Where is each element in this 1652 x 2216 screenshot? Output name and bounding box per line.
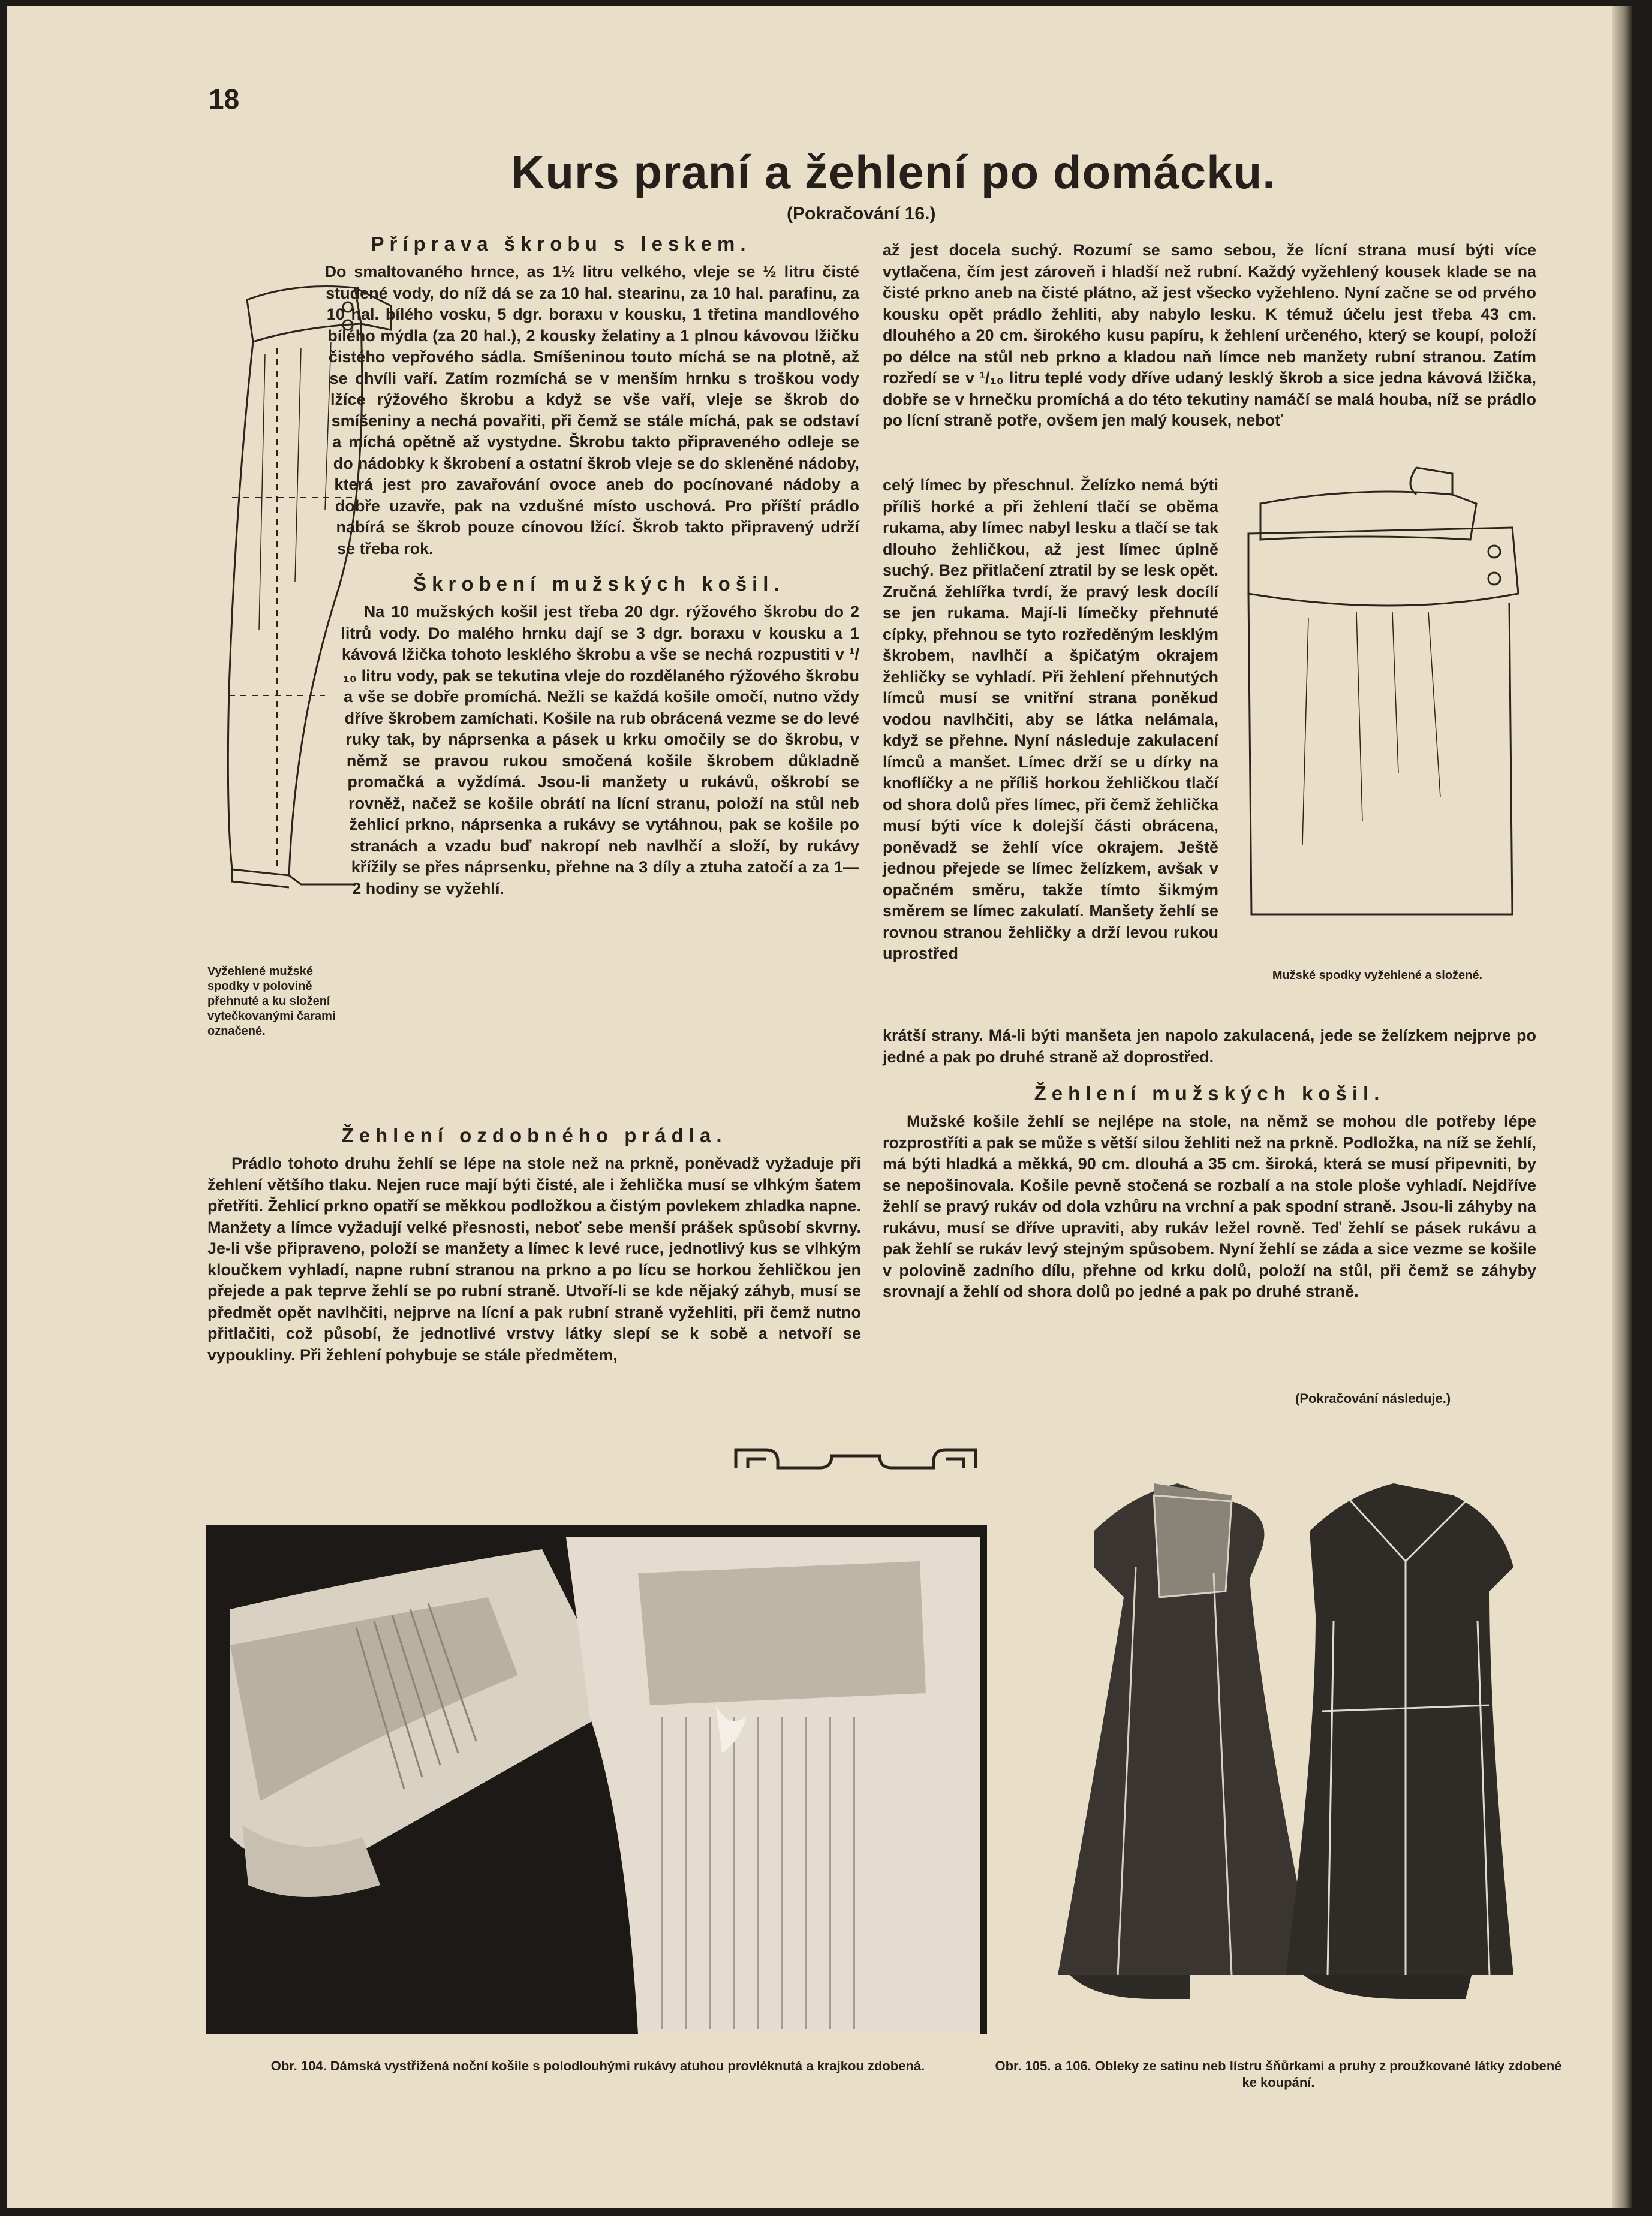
paragraph-cuff-rounding: krátší strany. Má-li býti manšeta jen napolo zakulacená, jede se želízkem nejprve po jedné a pak po druhé straně až doprostřed. [883, 1026, 1536, 1066]
paragraph-continuation: až jest docela suchý. Rozumí se samo sebou, že lícní strana musí býti více vytlačena, čím jest zároveň i hladší než rubní. Každý vyžehlený kousek klade se na čisté prkno aneb na čisté plátno, až jest všecko vyžehleno. Nyní začne se od prvého kousku opět prádlo žehliti, aby nabylo lesku. K témuž účelu jest třeba 43 cm. dlouhého a 20 cm. širokého kusu papíru, k žehlení určeného, který se koupí, položí po délce na stůl neb prkno a kladou naň límce neb manžety rubní stranou. Zatím rozředí se v ¹/₁₀ litru teplé vody dříve udaný lesklý škrob a sice jedna kávová lžička, dobře se v hrnečku promíchá a do této tekutiny namáčí se malá houba, níž se prádlo po lícní straně potře, ovšem jen malý kousek, neboť [883, 241, 1536, 429]
nightgown-image [206, 1525, 987, 2034]
magazine-page [7, 6, 1632, 2208]
section-heading-decorative-linen: Žehlení ozdobného prádla. [341, 1124, 727, 1146]
left-column-bottom [207, 1124, 861, 1366]
left-illustration-caption: Vyžehlené mužské spodky v polovině přehnuté a ku složení vytečkovanými čarami označené. [207, 965, 336, 1038]
article-subtitle: (Pokračování 16.) [787, 204, 936, 224]
decorative-ornament [730, 1438, 982, 1480]
underpants-folded-illustration [1236, 462, 1542, 929]
nightgown-caption: Obr. 104. Dámská vystřižená noční košile s polodlouhými rukávy atuhou provléknutá a krajkou zdobená. [270, 2058, 925, 2073]
left-column-top [263, 233, 859, 1179]
bathing-suits-illustration [1034, 1459, 1531, 2035]
bathing-suits-image [1034, 1459, 1531, 2035]
bathing-suits-caption: Obr. 105. a 106. Obleky ze satinu neb lístru šňůrkami a pruhy z proužkované látky zdobené ke koupání. [995, 2058, 1562, 2090]
paragraph-shirt-starching: Na 10 mužských košil jest třeba 20 dgr. rýžového škrobu do 2 litrů vody. Do malého hrnku dají se 3 dgr. boraxu v kousku a 1 kávová lžička tohoto lesklého škrobu a vše se nechá rozpustiti v ¹/₁₀ litru vody, pak se tekutina vleje do rozdělaného rýžového škrobu a vše se dobře promíchá. Nežli se každá košile omočí, nutno vždy dříve škrobem zamíchati. Košile na rub obrácená vezme se do levé ruky tak, by náprsenka a pásek u krku omočily se do škrobu, v němž se pravou rukou smočená košile škrobem důkladně promačká a vyždímá. Jsou-li manžety u rukávů, oškrobí se rovněž, načež se košile obrátí na lícní stranu, položí na stůl neb žehlicí prkno, náprsenka a rukávy se vytáhnou, pak se košile po stranách a vzadu buď nakropí neb navlhčí a složí, by rukávy křížily se přes náprsenku, přehne na 3 díly a ztuha zatočí a za 1—2 hodiny se vyžehlí. [341, 603, 859, 898]
right-column-middle [883, 475, 1218, 965]
paragraph-starch: Do smaltovaného hrnce, as 1½ litru velkého, vleje se ½ litru čisté studené vody, do níž dá se za 10 hal. stearinu, za 10 hal. parafinu, za 10 hal. bílého vosku, 5 dgr. boraxu v kousku, 1 třetina mandlového bílého mýdla (za 20 hal.), 2 kousky želatiny a 1 plnou kávovou lžičku čistého vepřového sádla. Smíšeninou touto míchá se na plotně, až se chvíli vaří. Zatím rozmíchá se v menším hrnku s troškou vody lžíce rýžového škrobu a když se vše vaří, vleje se škrob do smíšeniny a nechá povařiti, při čemž se stále míchá, pak se odstaví a míchá opětně až vystydne. Škrobu takto připraveného odleje se do nádobky k škrobení a ostatní škrob vleje se do skleněné nádoby, která jest pro zavařování ovoce aneb do pocínované nádoby a dobře uzavře, pak na vzdušné místo uschová. Pro příští prádlo nabírá se škrob pouze cínovou lžící. Škrob takto připravený udrží se třeba rok. [324, 263, 859, 558]
section-heading-ironing-shirts: Žehlení mužských košil. [1034, 1082, 1385, 1104]
right-column-bottom [883, 1025, 1536, 1303]
article-title: Kurs praní a žehlení po domácku. [511, 146, 1276, 198]
paragraph-ironing-shirts: Mužské košile žehlí se nejlépe na stole, na němž se mohou dle potřeby lépe rozprostříti a pak se může s větší silou žehliti než na prkně. Podložka, na níž se žehlí, má býti hladká a měkká, 90 cm. dlouhá a 35 cm. široká, která se musí připevniti, by se nepošinovala. Košile pevně stočená se rozbalí a na stole ploše vyhladí. Nejdříve žehlí se pravý rukáv od dola vzhůru na vrchní a pak spodní straně. Jsou-li záhyby na rukávu, musí se dříve upraviti, aby rukáv ležel rovně. Teď žehlí se pásek rukávu a pak žehlí se rukáv levý stejným spůsobem. Nyní žehlí se záda a sice vezme se košile v polovině zadního dílu, přehne od krku dolů, položí na stůl, při čemž se záhyby srovnají a žehlí od shora dolů po jedné a pak po druhé straně. [883, 1112, 1536, 1300]
right-illustration-caption: Mužské spodky vyžehlené a složené. [1272, 969, 1483, 982]
section-heading-shirt-starching: Škrobení mužských košil. [413, 573, 785, 595]
right-column-top [883, 240, 1536, 432]
paragraph-decorative-linen: Prádlo tohoto druhu žehlí se lépe na stole než na prkně, poněvadž vyžaduje při žehlení většího tlaku. Nejen ruce mají býti čisté, ale i žehlička musí se vlhkým šatem přetříti. Žehlicí prkno opatří se měkkou podložkou a čistým povlekem zhladka napne. Manžety a límce vyžadují velké přesnosti, neboť sebe menší prášek spůsobí skvrny. Je-li vše připraveno, položí se manžety a límec k levé ruce, jednotlivý kus se vlhkým kloučkem vyhladí, napne rubní stranou na prkno a po lícu se horkou žehličkou jen přejede a pak teprve žehlí se po rubní straně. Utvoří-li se kde nějaký záhyb, musí se předmět opět navlhčiti, nejprve na lícní a pak rubní straně vyžehliti, při čemž nutno přitlačiti, což působí, že jednotlivé vrstvy látky slepí se k sobě a netvoří se vypoukliny. Při žehlení pohybuje se stále předmětem, [207, 1154, 861, 1364]
page-spine-shadow [1612, 6, 1632, 2208]
section-heading-starch: Příprava škrobu s leskem. [371, 233, 751, 255]
nightgown-photo [206, 1525, 987, 2034]
page-number: 18 [209, 83, 240, 115]
paragraph-collar-gloss: celý límec by přeschnul. Želízko nemá býti příliš horké a při žehlení tlačí se oběma rukama, aby límec nabyl lesku a tlačí se tak dlouho žehličkou, až jest límec úplně suchý. Bez přitlačení ztratil by se lesk opět. Zručná žehlířka tvrdí, že pravý lesk docílí se jen rukama. Mají-li límečky přehnuté cípky, přehnou se tyto rozředěným lesklým škrobem, navlhčí a špičatým okrajem žehličky se vyhladí. Při žehlení přehnutých límců musí se vnitřní strana poněkud vodou navlhčiti, aby se látka nelámala, když se přehne. Nyní následuje zakulacení límců a manšet. Límec drží se u dírky na knoflíčky a ne příliš horkou žehličkou tlačí od shora dolů přes límec, při čemž žehlička musí býti více k dolejší části obrácena, poněvadž se žehlí více okrajem. Ještě jednou přejede se límec želízkem, avšak v opačném směru, takže tímto šikmým směrem se límec zakulatí. Manšety žehlí se rovnou stranou žehličky a drží levou rukou uprostřed [883, 476, 1218, 962]
continuation-note: (Pokračování následuje.) [1295, 1391, 1451, 1406]
